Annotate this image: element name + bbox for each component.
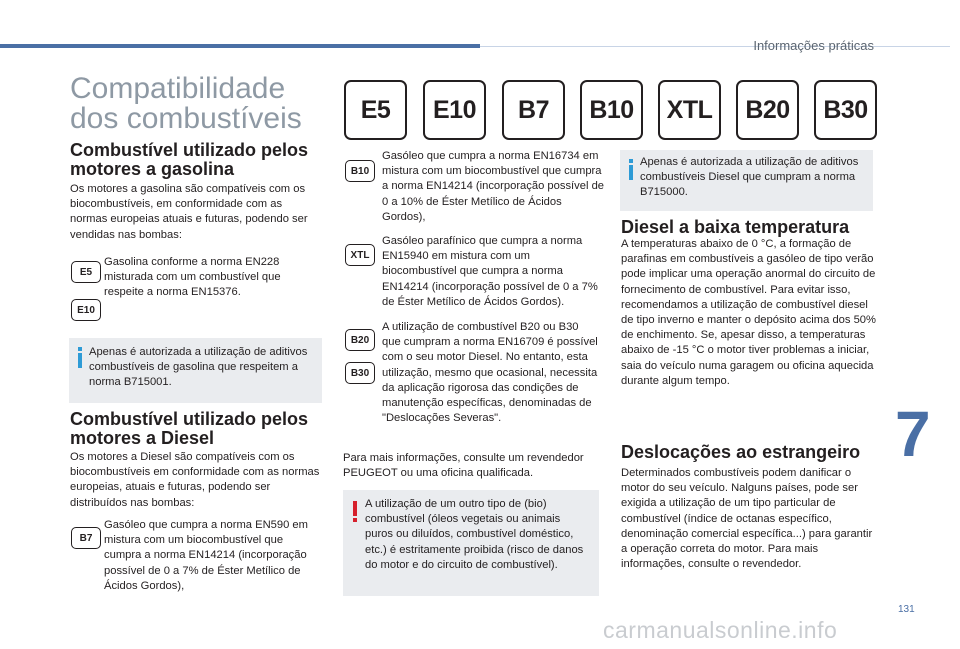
b20-badge-small: B20 — [345, 329, 375, 351]
e5-badge: E5 — [344, 80, 407, 140]
page-number: 131 — [898, 604, 915, 615]
info-icon — [629, 159, 633, 179]
diesel-info-text: Apenas é autorizada a utilização de aditivos combustíveis Diesel que cumpram a norma B715000. — [640, 156, 859, 199]
page-title: Compatibilidade dos combustíveis — [70, 72, 302, 135]
b10-desc: Gasóleo que cumpra a norma EN16734 em mistura com um biocombustível que cumpra a norma EN14214 (incorporação possível de 0 a 10% de Éster Metílico de Ácidos Gordos), — [382, 150, 605, 223]
xtl-badge-small: XTL — [345, 244, 375, 266]
cold-text: A temperaturas abaixo de 0 °C, a formação de parafinas em combustíveis a gasóleo de tipo verão pode implicar uma operação anormal do circuito de fornecimento de combustível. Para evitar isso, recomendamos a utilização de combustível diesel de tipo inverno e manter o depósito acima dos 50% de enchimento. Se, apesar disso, a temperaturas abaixo de -15 °C o motor tiver problemas a iniciar, saia do veículo numa garagem ou oficina aquecida durante algum tempo. — [621, 238, 876, 387]
e5-badge-small: E5 — [71, 261, 101, 283]
abroad-text: Determinados combustíveis podem danificar o motor do seu veículo. Nalguns países, pode ser exigida a utilização de um tipo particular de combustível (índice de octanas específico, denominação comercial específica...) para garantir a operação correta do motor. Para mais informações, consulte o revendedor. — [621, 467, 873, 571]
info-icon — [78, 347, 82, 367]
b20-badge: B20 — [736, 80, 799, 140]
warning-text: A utilização de um outro tipo de (bio) combustível (óleos vegetais ou animais puros ou diluídos, combustível doméstico, etc.) é estritamente proibida (risco de danos do motor e do circuito de combustível). — [365, 498, 584, 571]
diesel-intro: Os motores a Diesel são compatíveis com os biocombustíveis em conformidade com as normas europeias, atuais e futuras, podendo ser distribuídos nas bombas: — [70, 451, 320, 509]
header-divider — [480, 46, 950, 47]
abroad-heading: Deslocações ao estrangeiro — [621, 442, 861, 462]
diesel-info-box — [620, 150, 873, 211]
b30-badge-small: B30 — [345, 362, 375, 384]
xtl-badge: XTL — [658, 80, 721, 140]
e10-badge-small: E10 — [71, 299, 101, 321]
b7-desc: Gasóleo que cumpra a norma EN590 em mistura com um biocombustível que cumpra a norma EN14214 (incorporação possível de 0 a 7% de Éster Metílico de Ácidos Gordos), — [104, 519, 308, 592]
watermark: carmanualsonline.info — [603, 617, 838, 643]
warning-box — [343, 490, 599, 596]
more-info-text: Para mais informações, consulte um revendedor PEUGEOT ou uma oficina qualificada. — [343, 452, 584, 480]
section-header: Informações práticas — [753, 38, 874, 53]
diesel-heading: Combustível utilizado pelos motores a Diesel — [70, 409, 309, 448]
gasoline-desc: Gasolina conforme a norma EN228 misturada com um combustível que respeite a norma EN15376. — [104, 256, 281, 299]
e10-badge: E10 — [423, 80, 486, 140]
gasoline-info-text: Apenas é autorizada a utilização de aditivos combustíveis de gasolina que respeitem a norma B715001. — [89, 346, 308, 389]
cold-heading: Diesel a baixa temperatura — [621, 217, 850, 237]
header-accent-bar — [0, 44, 480, 48]
b20-b30-desc: A utilização de combustível B20 ou B30 que cumpram a norma EN16709 é possível com o seu motor Diesel. No entanto, esta utilização, mesmo que ocasional, necessita da aplicação rigorosa das condições de manutenção específicas, denominadas de "Deslocações Severas". — [382, 321, 598, 425]
b10-badge: B10 — [580, 80, 643, 140]
b10-badge-small: B10 — [345, 160, 375, 182]
b7-badge-small: B7 — [71, 527, 101, 549]
b30-badge: B30 — [814, 80, 877, 140]
chapter-number: 7 — [895, 398, 931, 470]
gasoline-info-box — [69, 338, 322, 403]
xtl-desc: Gasóleo parafínico que cumpra a norma EN15940 em mistura com um biocombustível que cumpra a norma EN14214 (incorporação possível de 0 a 7% de Éster Metílico de Ácidos Gordos). — [382, 235, 598, 308]
gasoline-intro: Os motores a gasolina são compatíveis com os biocombustíveis, em conformidade com as normas europeias atuais e futuras, podendo ser vendidas nas bombas: — [70, 183, 308, 241]
b7-badge: B7 — [502, 80, 565, 140]
gasoline-heading: Combustível utilizado pelos motores a gasolina — [70, 140, 309, 179]
